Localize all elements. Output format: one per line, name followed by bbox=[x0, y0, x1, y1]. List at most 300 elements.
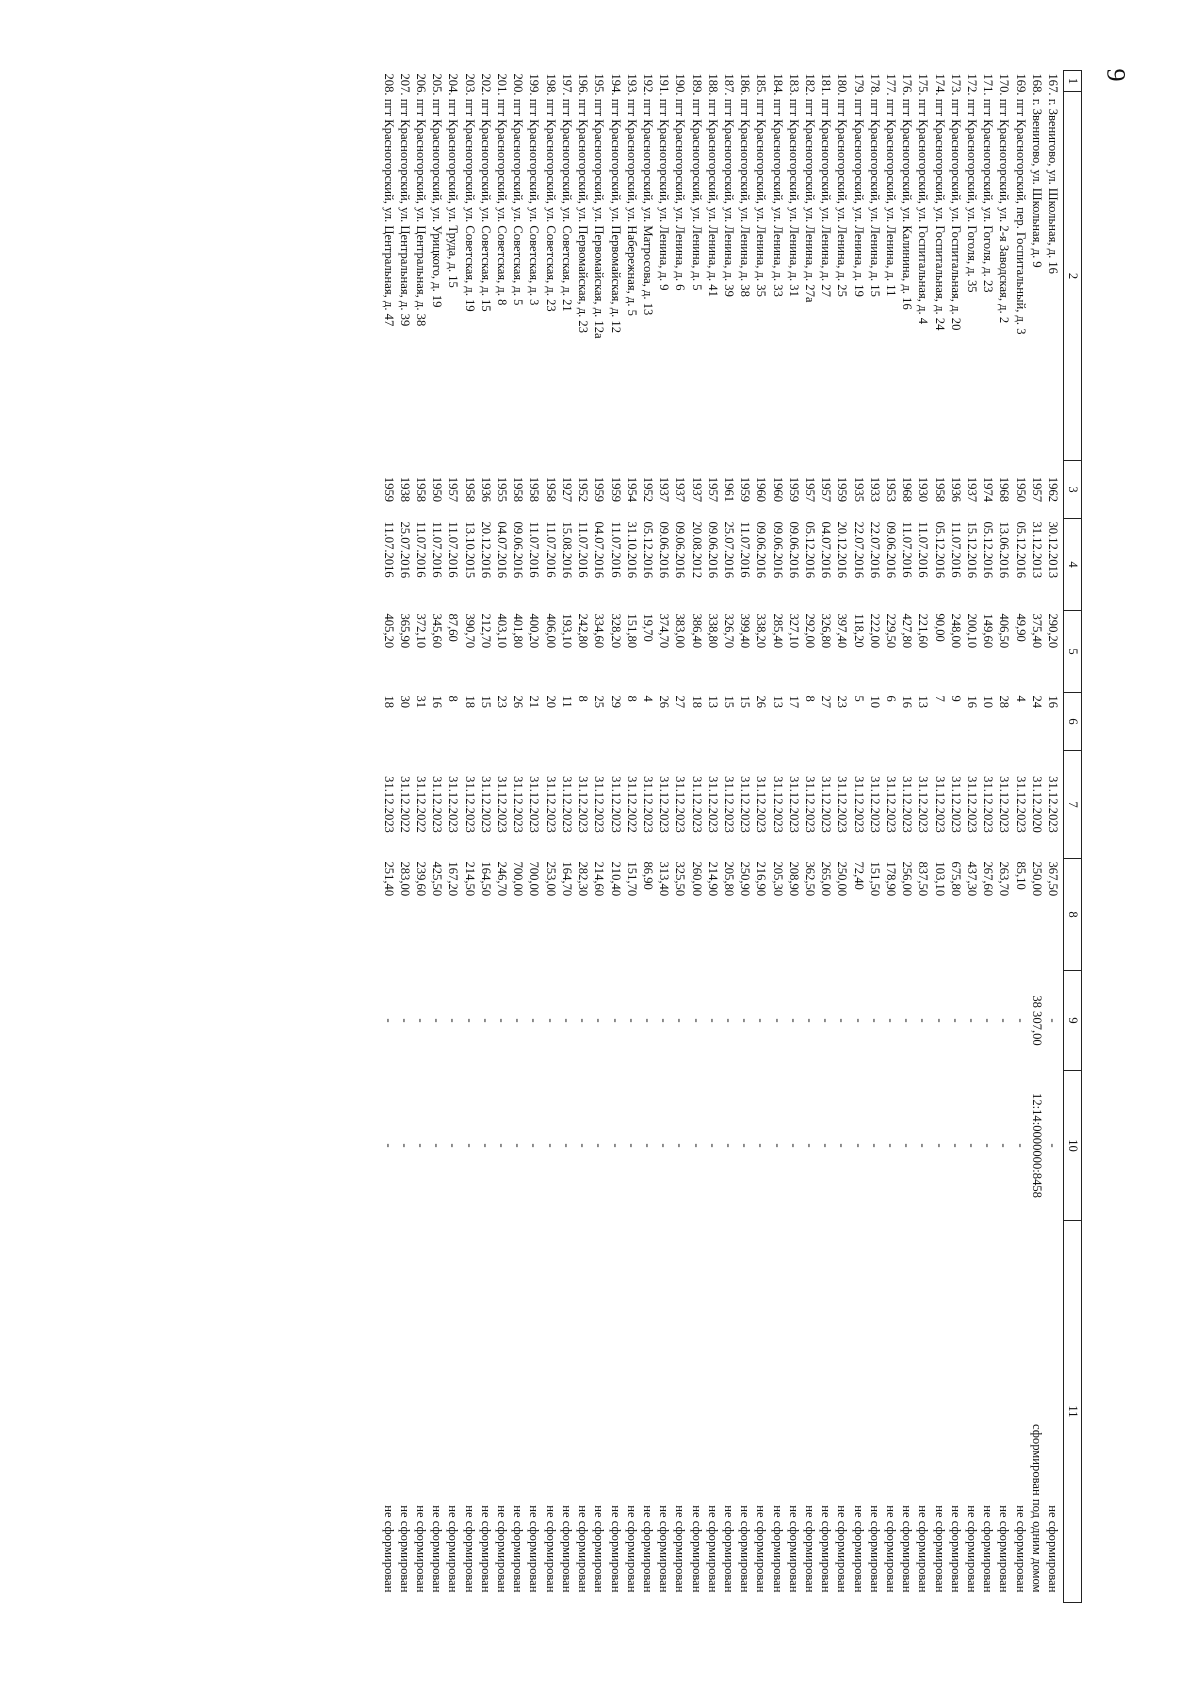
cell-c6: 29 bbox=[608, 695, 623, 709]
cell-c9: - bbox=[624, 1018, 639, 1023]
cell-c7: 31.12.2022 bbox=[414, 776, 429, 833]
cell-c11: не сформирован bbox=[624, 1505, 639, 1593]
cell-c3: 1959 bbox=[786, 476, 801, 503]
cell-c9: - bbox=[738, 1018, 753, 1023]
cell-c10: - bbox=[705, 1143, 720, 1148]
cell-c1: 179. пгт Красногорский, ул. Ленина, д. 19 bbox=[851, 73, 866, 297]
cell-c10: - bbox=[738, 1143, 753, 1148]
cell-c11: не сформирован bbox=[819, 1505, 834, 1593]
cell-c11: не сформирован bbox=[446, 1505, 461, 1593]
cell-c11: не сформирован bbox=[511, 1505, 526, 1593]
cell-c1: 189. пгт Красногорский, ул. Ленина, д. 5 bbox=[689, 73, 704, 291]
cell-c5: 334,60 bbox=[592, 613, 607, 649]
table-row bbox=[461, 71, 477, 1603]
cell-c4: 09.06.2016 bbox=[786, 521, 801, 579]
cell-c4: 11.07.2016 bbox=[916, 521, 931, 578]
cell-c11: не сформирован bbox=[705, 1505, 720, 1593]
table-row bbox=[510, 71, 526, 1603]
cell-c9: - bbox=[608, 1018, 623, 1023]
cell-c11: не сформирован bbox=[786, 1505, 801, 1593]
cell-c3: 1950 bbox=[430, 476, 445, 503]
cell-c8: 837,50 bbox=[916, 861, 931, 897]
cell-c11: не сформирован bbox=[1046, 1505, 1060, 1593]
cell-c4: 11.07.2016 bbox=[543, 521, 558, 578]
cell-c10: - bbox=[867, 1143, 882, 1148]
cell-c5: 19,70 bbox=[640, 613, 655, 642]
cell-c1: 169. пгт Красногорский, пер. Госпитальный, д. 3 bbox=[1013, 73, 1028, 335]
cell-c11: не сформирован bbox=[1013, 1505, 1028, 1593]
table-row bbox=[818, 71, 834, 1603]
cell-c3: 1958 bbox=[932, 476, 947, 503]
cell-c9: - bbox=[964, 1018, 979, 1023]
cell-c9: - bbox=[867, 1018, 882, 1023]
table-row bbox=[413, 71, 429, 1603]
cell-c9: - bbox=[786, 1018, 801, 1023]
cell-c5: 383,00 bbox=[673, 613, 688, 649]
cell-c6: 25 bbox=[592, 695, 607, 709]
cell-c1: 173. пгт Красногорский, ул. Госпитальная, д. 20 bbox=[948, 73, 963, 331]
cell-c8: 178,90 bbox=[883, 861, 898, 897]
cell-c6: 28 bbox=[997, 695, 1012, 709]
cell-c5: 400,20 bbox=[527, 613, 542, 649]
table-row bbox=[688, 71, 704, 1603]
cell-c10: - bbox=[592, 1143, 607, 1148]
table-row bbox=[1045, 71, 1064, 1603]
cell-c4: 11.07.2016 bbox=[381, 521, 396, 578]
cell-c6: 20 bbox=[543, 695, 558, 709]
cell-c10: - bbox=[721, 1143, 736, 1148]
cell-c11: не сформирован bbox=[576, 1505, 591, 1593]
cell-c5: 406,50 bbox=[997, 613, 1012, 649]
cell-c8: 282,30 bbox=[576, 861, 591, 897]
cell-c5: 326,80 bbox=[819, 613, 834, 649]
cell-c8: 250,00 bbox=[835, 861, 850, 897]
cell-c8: 675,80 bbox=[948, 861, 963, 897]
cell-c10: - bbox=[478, 1143, 493, 1148]
table-row bbox=[607, 71, 623, 1603]
cell-c10: - bbox=[883, 1143, 898, 1148]
cell-c6: 26 bbox=[657, 695, 672, 709]
cell-c4: 15.08.2016 bbox=[559, 521, 574, 579]
cell-c9: - bbox=[446, 1018, 461, 1023]
table-row bbox=[380, 71, 396, 1603]
cell-c8: 313,40 bbox=[657, 861, 672, 897]
cell-c9: - bbox=[851, 1018, 866, 1023]
cell-c4: 09.06.2016 bbox=[883, 521, 898, 579]
cell-c11: не сформирован bbox=[543, 1505, 558, 1593]
cell-c3: 1936 bbox=[948, 476, 963, 503]
cell-c1: 191. пгт Красногорский, ул. Ленина, д. 9 bbox=[657, 73, 672, 291]
table-row bbox=[737, 71, 753, 1603]
cell-c3: 1959 bbox=[592, 476, 607, 503]
cell-c5: 118,20 bbox=[851, 613, 866, 648]
cell-c8: 437,30 bbox=[964, 861, 979, 897]
cell-c6: 15 bbox=[721, 695, 736, 709]
cell-c5: 365,90 bbox=[397, 613, 412, 649]
cell-c5: 399,40 bbox=[738, 613, 753, 649]
cell-c3: 1957 bbox=[705, 476, 720, 503]
cell-c9: - bbox=[802, 1018, 817, 1023]
cell-c7: 31.12.2023 bbox=[770, 776, 785, 833]
cell-c6: 4 bbox=[1013, 695, 1028, 702]
cell-c7: 31.12.2023 bbox=[430, 776, 445, 833]
cell-c1: 170. пгт Красногорский, ул. 2-я Заводская, д. 2 bbox=[997, 73, 1012, 324]
table-row bbox=[640, 71, 656, 1603]
cell-c4: 20.12.2016 bbox=[478, 521, 493, 579]
table-row bbox=[591, 71, 607, 1603]
cell-c3: 1950 bbox=[1013, 476, 1028, 503]
cell-c1: 207. пгт Красногорский, ул. Центральная, д. 39 bbox=[397, 73, 412, 327]
table-row bbox=[1029, 71, 1045, 1603]
cell-c6: 11 bbox=[559, 695, 574, 708]
cell-c4: 25.07.2016 bbox=[721, 521, 736, 579]
cell-c11: не сформирован bbox=[867, 1505, 882, 1593]
cell-c3: 1937 bbox=[657, 476, 672, 503]
cell-c10: - bbox=[381, 1143, 396, 1148]
cell-c8: 210,40 bbox=[608, 861, 623, 897]
cell-c4: 04.07.2016 bbox=[495, 521, 510, 579]
cell-c7: 31.12.2023 bbox=[576, 776, 591, 833]
cell-c5: 327,10 bbox=[786, 613, 801, 649]
cell-c1: 175. пгт Красногорский, ул. Госпитальная, д. 4 bbox=[916, 73, 931, 325]
cell-c4: 11.07.2016 bbox=[576, 521, 591, 578]
cell-c10: - bbox=[495, 1143, 510, 1148]
cell-c1: 172. пгт Красногорский, ул. Гоголя, д. 35 bbox=[964, 73, 979, 293]
cell-c9: - bbox=[1046, 1018, 1060, 1023]
header-cell: 4 bbox=[1064, 519, 1082, 611]
cell-c7: 31.12.2023 bbox=[462, 776, 477, 833]
cell-c7: 31.12.2023 bbox=[997, 776, 1012, 833]
cell-c4: 30.12.2013 bbox=[1046, 521, 1060, 579]
cell-c8: 214,90 bbox=[705, 861, 720, 897]
cell-c9: - bbox=[819, 1018, 834, 1023]
table-row bbox=[543, 71, 559, 1603]
cell-c8: 265,00 bbox=[819, 861, 834, 897]
cell-c3: 1968 bbox=[997, 476, 1012, 503]
cell-c11: не сформирован bbox=[851, 1505, 866, 1593]
cell-c5: 292,00 bbox=[802, 613, 817, 649]
cell-c6: 6 bbox=[883, 695, 898, 702]
cell-c11: не сформирован bbox=[932, 1505, 947, 1593]
cell-c8: 214,60 bbox=[592, 861, 607, 897]
cell-c1: 181. пгт Красногорский, ул. Ленина, д. 27 bbox=[819, 73, 834, 297]
cell-c5: 200,10 bbox=[964, 613, 979, 649]
cell-c7: 31.12.2023 bbox=[559, 776, 574, 833]
cell-c4: 09.06.2016 bbox=[770, 521, 785, 579]
cell-c9: - bbox=[754, 1018, 769, 1023]
header-label: 2 bbox=[1065, 272, 1080, 280]
cell-c7: 31.12.2023 bbox=[673, 776, 688, 833]
cell-c6: 15 bbox=[478, 695, 493, 709]
cell-c4: 05.12.2016 bbox=[932, 521, 947, 579]
cell-c6: 9 bbox=[948, 695, 963, 702]
cell-c8: 700,00 bbox=[527, 861, 542, 897]
cell-c1: 202. пгт Красногорский, ул. Советская, д. 15 bbox=[478, 73, 493, 312]
table-row bbox=[559, 71, 575, 1603]
table-row bbox=[753, 71, 769, 1603]
cell-c4: 22.07.2016 bbox=[851, 521, 866, 579]
cell-c1: 187. пгт Красногорский, ул. Ленина, д. 39 bbox=[721, 73, 736, 297]
cell-c8: 208,90 bbox=[786, 861, 801, 897]
cell-c4: 22.07.2016 bbox=[867, 521, 882, 579]
cell-c7: 31.12.2023 bbox=[754, 776, 769, 833]
cell-c10: 12:14:0000000:8458 bbox=[1029, 1093, 1044, 1198]
table-row bbox=[526, 71, 542, 1603]
cell-c11: не сформирован bbox=[640, 1505, 655, 1593]
cell-c7: 31.12.2023 bbox=[527, 776, 542, 833]
cell-c5: 90,00 bbox=[932, 613, 947, 642]
cell-c9: - bbox=[592, 1018, 607, 1023]
cell-c3: 1933 bbox=[867, 476, 882, 503]
cell-c8: 251,40 bbox=[381, 861, 396, 897]
cell-c9: - bbox=[381, 1018, 396, 1023]
cell-c8: 246,70 bbox=[495, 861, 510, 897]
cell-c6: 23 bbox=[835, 695, 850, 709]
cell-c4: 04.07.2016 bbox=[819, 521, 834, 579]
cell-c10: - bbox=[900, 1143, 915, 1148]
cell-c7: 31.12.2023 bbox=[657, 776, 672, 833]
cell-c7: 31.12.2023 bbox=[721, 776, 736, 833]
cell-c7: 31.12.2023 bbox=[948, 776, 963, 833]
cell-c7: 31.12.2023 bbox=[819, 776, 834, 833]
cell-c10: - bbox=[576, 1143, 591, 1148]
cell-c6: 26 bbox=[511, 695, 526, 709]
cell-c8: 85,10 bbox=[1013, 861, 1028, 890]
cell-c9: - bbox=[981, 1018, 996, 1023]
cell-c5: 87,60 bbox=[446, 613, 461, 642]
table-row bbox=[786, 71, 802, 1603]
cell-c8: 253,00 bbox=[543, 861, 558, 897]
table-row bbox=[429, 71, 445, 1603]
cell-c5: 375,40 bbox=[1029, 613, 1044, 649]
cell-c10: - bbox=[657, 1143, 672, 1148]
cell-c8: 260,00 bbox=[689, 861, 704, 897]
table-header-row bbox=[1064, 71, 1082, 1603]
page-number: 9 bbox=[1101, 68, 1131, 82]
cell-c7: 31.12.2023 bbox=[1013, 776, 1028, 833]
cell-c4: 09.06.2016 bbox=[657, 521, 672, 579]
cell-c11: не сформирован bbox=[721, 1505, 736, 1593]
cell-c3: 1958 bbox=[462, 476, 477, 503]
cell-c5: 49,90 bbox=[1013, 613, 1028, 642]
cell-c7: 31.12.2023 bbox=[478, 776, 493, 833]
cell-c10: - bbox=[835, 1143, 850, 1148]
cell-c8: 239,60 bbox=[414, 861, 429, 897]
cell-c3: 1958 bbox=[414, 476, 429, 503]
cell-c4: 13.06.2016 bbox=[997, 521, 1012, 579]
cell-c1: 206. пгт Красногорский, ул. Центральная, д. 38 bbox=[414, 73, 429, 327]
cell-c4: 11.07.2016 bbox=[527, 521, 542, 578]
cell-c6: 21 bbox=[527, 695, 542, 709]
cell-c6: 30 bbox=[397, 695, 412, 709]
cell-c9: - bbox=[997, 1018, 1012, 1023]
cell-c8: 362,50 bbox=[802, 861, 817, 897]
header-cell: 10 bbox=[1064, 1071, 1082, 1221]
cell-c6: 13 bbox=[916, 695, 931, 709]
cell-c7: 31.12.2020 bbox=[1029, 776, 1044, 833]
cell-c6: 8 bbox=[624, 695, 639, 702]
cell-c11: не сформирован bbox=[981, 1505, 996, 1593]
cell-c8: 164,50 bbox=[478, 861, 493, 897]
header-cell: 6 bbox=[1064, 693, 1082, 751]
cell-c1: 177. пгт Красногорский, ул. Ленина, д. 11 bbox=[883, 73, 898, 297]
cell-c1: 182. пгт Красногорский, ул. Ленина, д. 27а bbox=[802, 73, 817, 303]
cell-c8: 367,50 bbox=[1046, 861, 1060, 897]
header-cell: 3 bbox=[1064, 461, 1082, 519]
cell-c5: 397,40 bbox=[835, 613, 850, 649]
cell-c10: - bbox=[689, 1143, 704, 1148]
cell-c3: 1952 bbox=[640, 476, 655, 503]
cell-c9: - bbox=[576, 1018, 591, 1023]
table-row bbox=[834, 71, 850, 1603]
cell-c8: 205,80 bbox=[721, 861, 736, 897]
cell-c8: 256,00 bbox=[900, 861, 915, 897]
cell-c4: 11.07.2016 bbox=[608, 521, 623, 578]
cell-c1: 174. пгт Красногорский, ул. Госпитальная, д. 24 bbox=[932, 73, 947, 331]
cell-c9: - bbox=[462, 1018, 477, 1023]
cell-c7: 31.12.2023 bbox=[883, 776, 898, 833]
cell-c1: 184. пгт Красногорский, ул. Ленина, д. 33 bbox=[770, 73, 785, 297]
cell-c3: 1957 bbox=[819, 476, 834, 503]
cell-c10: - bbox=[932, 1143, 947, 1148]
cell-c4: 11.07.2016 bbox=[948, 521, 963, 578]
cell-c7: 31.12.2023 bbox=[705, 776, 720, 833]
cell-c5: 345,60 bbox=[430, 613, 445, 649]
cell-c6: 15 bbox=[738, 695, 753, 709]
cell-c5: 242,80 bbox=[576, 613, 591, 649]
cell-c7: 31.12.2023 bbox=[640, 776, 655, 833]
table-row bbox=[1012, 71, 1028, 1603]
cell-c8: 103,10 bbox=[932, 861, 947, 897]
header-cell: 7 bbox=[1064, 751, 1082, 859]
cell-c7: 31.12.2022 bbox=[624, 776, 639, 833]
cell-c9: - bbox=[689, 1018, 704, 1023]
cell-c11: не сформирован bbox=[462, 1505, 477, 1593]
cell-c6: 26 bbox=[754, 695, 769, 709]
cell-c6: 18 bbox=[381, 695, 396, 709]
cell-c9: - bbox=[543, 1018, 558, 1023]
cell-c1: 171. пгт Красногорский, ул. Гоголя, д. 23 bbox=[981, 73, 996, 293]
cell-c7: 31.12.2023 bbox=[981, 776, 996, 833]
cell-c10: - bbox=[527, 1143, 542, 1148]
cell-c1: 186. пгт Красногорский, ул. Ленина, д. 38 bbox=[738, 73, 753, 297]
cell-c6: 17 bbox=[786, 695, 801, 709]
table-row bbox=[931, 71, 947, 1603]
cell-c8: 250,90 bbox=[738, 861, 753, 897]
cell-c8: 86,90 bbox=[640, 861, 655, 890]
header-cell: 11 bbox=[1064, 1221, 1082, 1603]
cell-c9: - bbox=[770, 1018, 785, 1023]
cell-c1: 167. г. Звенигово, ул. Школьная, д. 16 bbox=[1046, 73, 1060, 274]
cell-c5: 427,80 bbox=[900, 613, 915, 649]
cell-c7: 31.12.2023 bbox=[592, 776, 607, 833]
cell-c1: 195. пгт Красногорский, ул. Первомайская, д. 12а bbox=[592, 73, 607, 339]
cell-c3: 1938 bbox=[397, 476, 412, 503]
cell-c11: сформирован под одним домом bbox=[1029, 1424, 1044, 1593]
table-row bbox=[802, 71, 818, 1603]
cell-c1: 196. пгт Красногорский, ул. Первомайская, д. 23 bbox=[576, 73, 591, 334]
cell-c4: 11.07.2016 bbox=[414, 521, 429, 578]
table-row bbox=[397, 71, 413, 1603]
cell-c10: - bbox=[673, 1143, 688, 1148]
cell-c8: 151,50 bbox=[867, 861, 882, 897]
cell-c6: 18 bbox=[462, 695, 477, 709]
cell-c11: не сформирован bbox=[527, 1505, 542, 1593]
cell-c6: 8 bbox=[446, 695, 461, 702]
cell-c5: 285,40 bbox=[770, 613, 785, 649]
cell-c10: - bbox=[414, 1143, 429, 1148]
cell-c8: 164,70 bbox=[559, 861, 574, 897]
header-cell: 5 bbox=[1064, 611, 1082, 693]
cell-c10: - bbox=[397, 1143, 412, 1148]
header-cell: 8 bbox=[1064, 859, 1082, 971]
cell-c8: 205,30 bbox=[770, 861, 785, 897]
cell-c5: 386,40 bbox=[689, 613, 704, 649]
cell-c11: не сформирован bbox=[802, 1505, 817, 1593]
cell-c1: 176. пгт Красногорский, ул. Калинина, д. 16 bbox=[900, 73, 915, 310]
cell-c1: 183. пгт Красногорский, ул. Ленина, д. 31 bbox=[786, 73, 801, 297]
cell-c8: 72,40 bbox=[851, 861, 866, 890]
cell-c5: 405,20 bbox=[381, 613, 396, 649]
cell-c6: 16 bbox=[964, 695, 979, 709]
table-row bbox=[624, 71, 640, 1603]
cell-c5: 290,20 bbox=[1046, 613, 1060, 649]
cell-c7: 31.12.2023 bbox=[446, 776, 461, 833]
cell-c4: 09.06.2016 bbox=[754, 521, 769, 579]
cell-c3: 1952 bbox=[576, 476, 591, 503]
cell-c7: 31.12.2023 bbox=[851, 776, 866, 833]
cell-c11: не сформирован bbox=[770, 1505, 785, 1593]
cell-c10: - bbox=[430, 1143, 445, 1148]
cell-c4: 05.12.2016 bbox=[1013, 521, 1028, 579]
cell-c4: 11.07.2016 bbox=[430, 521, 445, 578]
cell-c1: 201. пгт Красногорский, ул. Советская, д. 8 bbox=[495, 73, 510, 306]
cell-c1: 205. пгт Красногорский, ул. Урицкого, д. 19 bbox=[430, 73, 445, 308]
cell-c8: 700,00 bbox=[511, 861, 526, 897]
cell-c8: 216,90 bbox=[754, 861, 769, 897]
cell-c6: 5 bbox=[851, 695, 866, 702]
cell-c9: - bbox=[673, 1018, 688, 1023]
cell-c5: 193,10 bbox=[559, 613, 574, 649]
cell-c1: 197. пгт Красногорский, ул. Советская, д. 21 bbox=[559, 73, 574, 312]
cell-c5: 328,20 bbox=[608, 613, 623, 649]
cell-c3: 1958 bbox=[543, 476, 558, 503]
cell-c3: 1974 bbox=[981, 476, 996, 503]
cell-c1: 200. пгт Красногорский, ул. Советская, д. 5 bbox=[511, 73, 526, 306]
cell-c7: 31.12.2023 bbox=[802, 776, 817, 833]
cell-c9: - bbox=[932, 1018, 947, 1023]
cell-c10: - bbox=[948, 1143, 963, 1148]
table-row bbox=[915, 71, 931, 1603]
cell-c6: 24 bbox=[1029, 695, 1044, 709]
cell-c10: - bbox=[511, 1143, 526, 1148]
cell-c1: 193. пгт Красногорский, ул. Набережная, д. 5 bbox=[624, 73, 639, 316]
cell-c3: 1958 bbox=[527, 476, 542, 503]
cell-c1: 203. пгт Красногорский, ул. Советская, д. 19 bbox=[462, 73, 477, 312]
cell-c7: 31.12.2023 bbox=[738, 776, 753, 833]
cell-c9: - bbox=[430, 1018, 445, 1023]
cell-c11: не сформирован bbox=[414, 1505, 429, 1593]
cell-c3: 1959 bbox=[381, 476, 396, 503]
cell-c1: 192. пгт Красногорский, ул. Матросова, д. 13 bbox=[640, 73, 655, 316]
cell-c1: 198. пгт Красногорский, ул. Советская, д. 23 bbox=[543, 73, 558, 312]
cell-c5: 338,20 bbox=[754, 613, 769, 649]
cell-c4: 25.07.2016 bbox=[397, 521, 412, 579]
cell-c5: 149,60 bbox=[981, 613, 996, 649]
cell-c3: 1955 bbox=[495, 476, 510, 503]
cell-c10: - bbox=[446, 1143, 461, 1148]
cell-c8: 214,50 bbox=[462, 861, 477, 897]
